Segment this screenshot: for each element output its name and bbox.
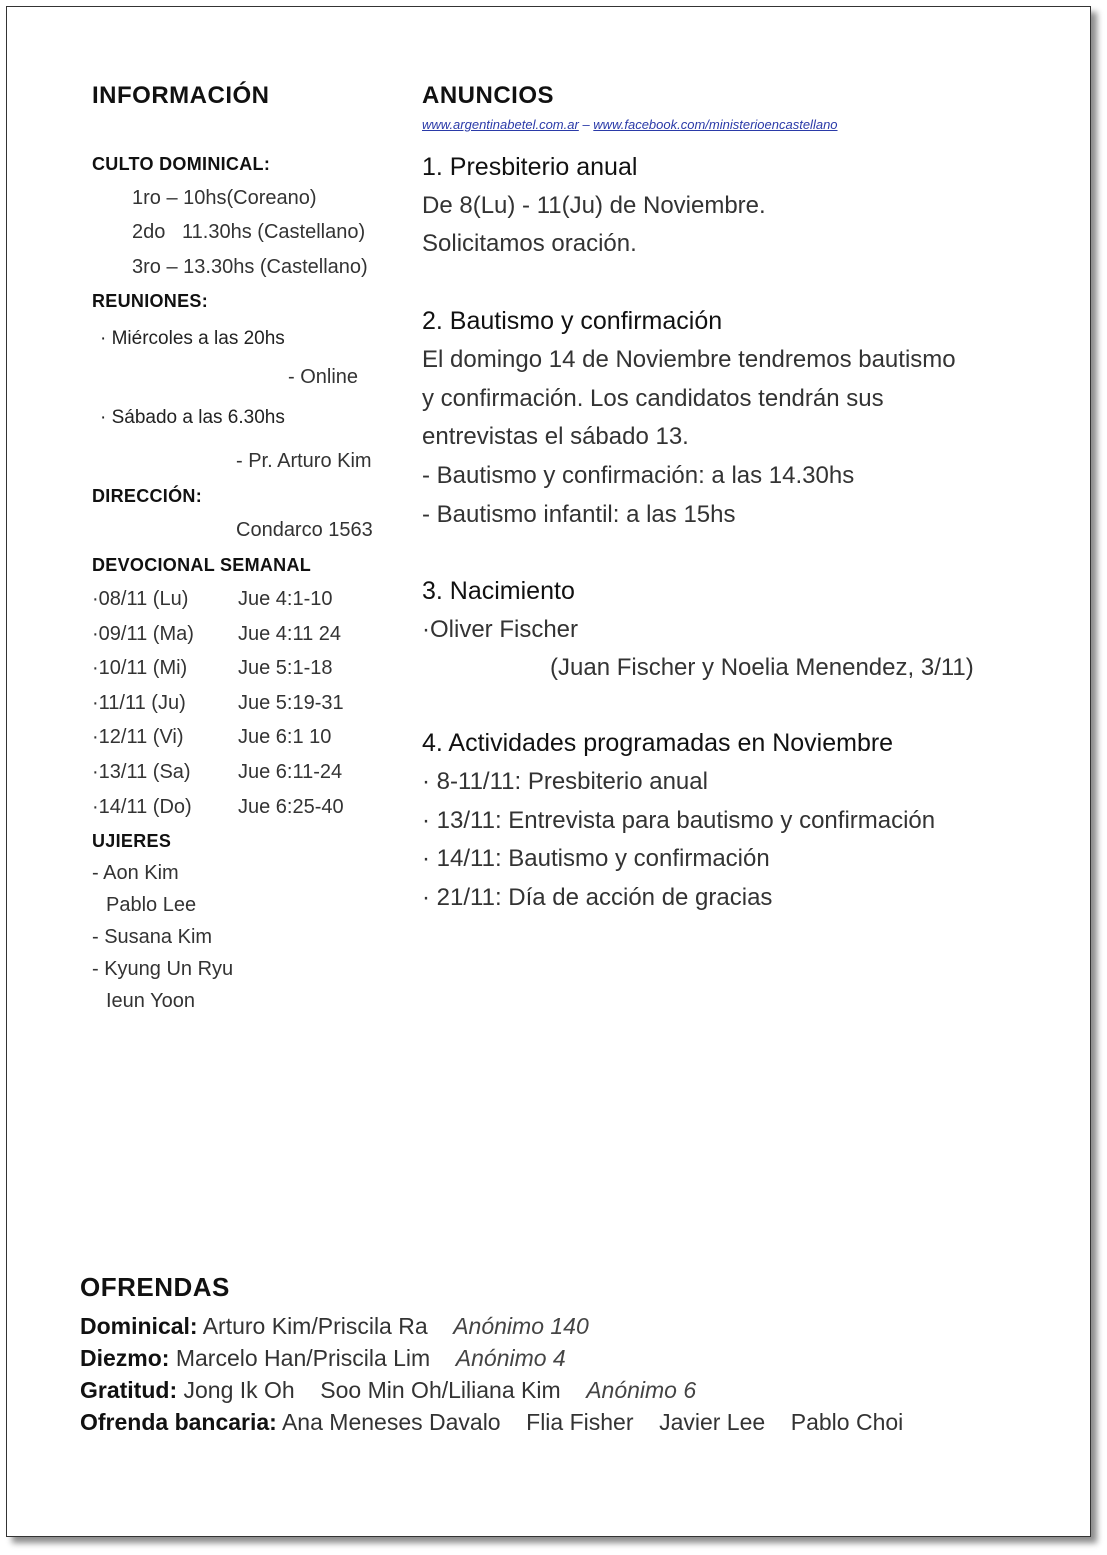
link-separator: – xyxy=(582,117,590,132)
devocional-date: ·14/11 (Do) xyxy=(92,796,192,818)
announcement-line: · 14/11: Bautismo y confirmación xyxy=(422,845,770,872)
ofrenda-row xyxy=(80,1377,696,1404)
devocional-ref: Jue 6:25-40 xyxy=(238,796,344,818)
announcement-title: 4. Actividades programadas en Noviembre xyxy=(422,729,894,757)
ofrenda-names: Jong Ik Oh Soo Min Oh/Liliana Kim xyxy=(183,1377,561,1403)
reunion-item: · Miércoles a las 20hs xyxy=(100,328,285,349)
culto-item: 3ro – 13.30hs (Castellano) xyxy=(132,256,368,278)
announcement-line: Solicitamos oración. xyxy=(422,230,637,257)
announcement-line: · 13/11: Entrevista para bautismo y confirmación xyxy=(422,807,936,834)
ujier-name: - Susana Kim xyxy=(92,926,213,948)
devocional-ref: Jue 5:1-18 xyxy=(238,657,333,679)
announcement-line: · 8-11/11: Presbiterio anual xyxy=(422,768,708,795)
announcement-line: De 8(Lu) - 11(Ju) de Noviembre. xyxy=(422,192,766,219)
announcement-line: entrevistas el sábado 13. xyxy=(422,423,689,450)
reunion-detail: - Pr. Arturo Kim xyxy=(236,450,372,472)
devocional-ref: Jue 5:19-31 xyxy=(238,692,344,714)
ofrenda-anon: Anónimo 4 xyxy=(455,1345,566,1371)
announcement-title: 1. Presbiterio anual xyxy=(422,153,638,181)
reunion-detail: - Online xyxy=(288,366,359,388)
ofrenda-row xyxy=(80,1313,589,1340)
ujier-name: - Kyung Un Ryu xyxy=(92,958,234,980)
links-row xyxy=(422,117,838,132)
anuncios-title: ANUNCIOS xyxy=(422,82,555,109)
ujier-name: Pablo Lee xyxy=(106,894,197,916)
announcement-line: y confirmación. Los candidatos tendrán sus xyxy=(422,385,884,412)
ofrenda-anon: Anónimo 140 xyxy=(453,1313,589,1339)
ofrenda-label: Gratitud: xyxy=(80,1377,178,1403)
devocional-date: ·09/11 (Ma) xyxy=(92,623,194,645)
ofrenda-row xyxy=(80,1345,566,1372)
devocional-date: ·13/11 (Sa) xyxy=(92,761,191,783)
facebook-link[interactable]: www.facebook.com/ministerioencastellano xyxy=(593,117,838,132)
ofrenda-label: Ofrenda bancaria: xyxy=(80,1409,277,1435)
devocional-ref: Jue 4:1-10 xyxy=(238,588,333,610)
devocional-date: ·11/11 (Ju) xyxy=(92,692,186,714)
announcement-title: 2. Bautismo y confirmación xyxy=(422,307,723,335)
culto-title: CULTO DOMINICAL: xyxy=(92,154,271,174)
devocional-date: ·12/11 (Vi) xyxy=(92,726,184,748)
announcement-line: (Juan Fischer y Noelia Menendez, 3/11) xyxy=(550,654,974,681)
devocional-ref: Jue 6:1 10 xyxy=(238,726,332,748)
ofrenda-names: Arturo Kim/Priscila Ra xyxy=(202,1313,428,1339)
ofrenda-anon: Anónimo 6 xyxy=(586,1377,697,1403)
devocional-title: DEVOCIONAL SEMANAL xyxy=(92,555,312,575)
ofrenda-label: Diezmo: xyxy=(80,1345,170,1371)
devocional-ref: Jue 4:11 24 xyxy=(238,623,342,645)
ofrenda-names: Marcelo Han/Priscila Lim xyxy=(175,1345,431,1371)
culto-item: 1ro – 10hs(Coreano) xyxy=(132,187,317,209)
announcement-line: - Bautismo y confirmación: a las 14.30hs xyxy=(422,462,855,489)
ujier-name: - Aon Kim xyxy=(92,862,179,884)
ujier-name: Ieun Yoon xyxy=(106,990,195,1012)
announcement-line: ·Oliver Fischer xyxy=(422,616,579,643)
announcement-line: · 21/11: Día de acción de gracias xyxy=(422,884,773,911)
devocional-date: ·08/11 (Lu) xyxy=(92,588,189,610)
ofrenda-label: Dominical: xyxy=(80,1313,198,1339)
reuniones-title: REUNIONES: xyxy=(92,291,209,311)
announcement-line: - Bautismo infantil: a las 15hs xyxy=(422,501,736,528)
announcement-line: El domingo 14 de Noviembre tendremos bautismo xyxy=(422,346,956,373)
ofrenda-names: Ana Meneses Davalo Flia Fisher Javier Lee Pablo Choi xyxy=(281,1409,904,1435)
info-title: INFORMACIÓN xyxy=(92,82,270,109)
ujieres-title: UJIERES xyxy=(92,831,172,851)
ofrendas-title: OFRENDAS xyxy=(80,1272,230,1302)
website-link[interactable]: www.argentinabetel.com.ar xyxy=(422,117,579,132)
direccion-title: DIRECCIÓN: xyxy=(92,486,202,506)
devocional-ref: Jue 6:11-24 xyxy=(238,761,343,783)
direccion-value: Condarco 1563 xyxy=(236,519,373,541)
announcement-title: 3. Nacimiento xyxy=(422,577,575,605)
devocional-date: ·10/11 (Mi) xyxy=(92,657,188,679)
reunion-item: · Sábado a las 6.30hs xyxy=(100,407,285,428)
ofrenda-row xyxy=(80,1409,903,1436)
culto-item: 2do 11.30hs (Castellano) xyxy=(132,221,366,243)
